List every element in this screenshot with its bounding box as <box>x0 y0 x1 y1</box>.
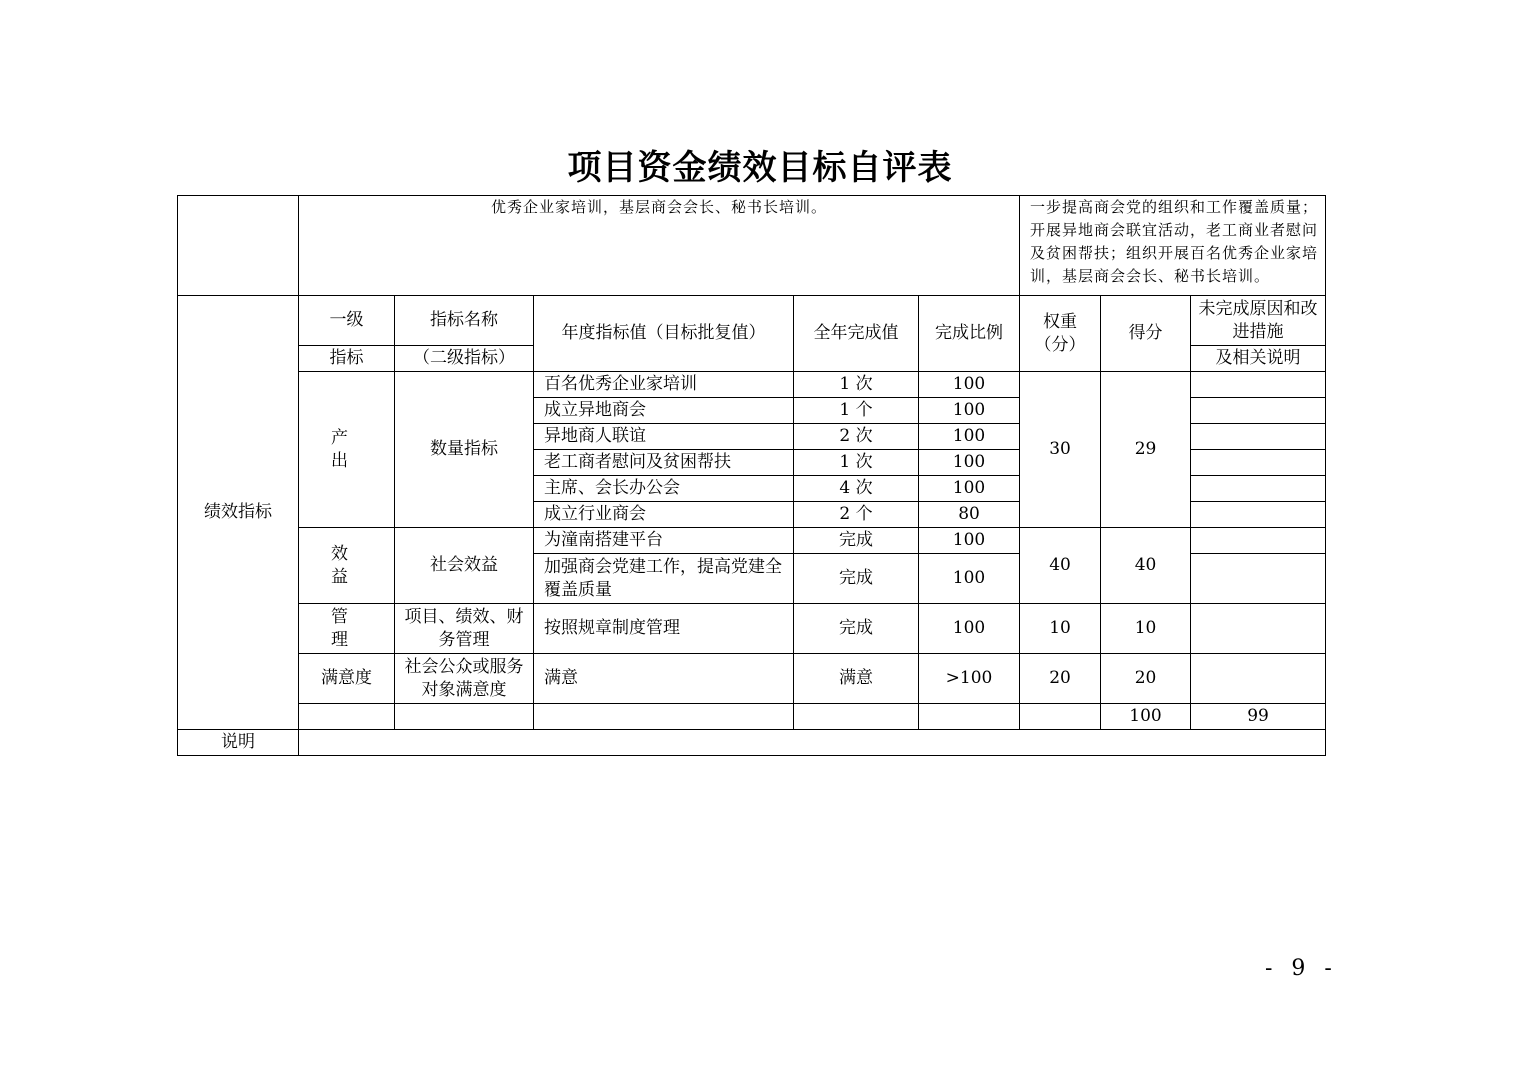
header-weight: 权重（分） <box>1020 296 1101 372</box>
category-management: 管 理 <box>299 604 395 654</box>
category-benefit: 效 益 <box>299 528 395 604</box>
header-full-year: 全年完成值 <box>794 296 919 372</box>
note-row <box>178 730 1326 756</box>
note-label: 说明 <box>178 730 299 756</box>
reason-cell <box>1191 424 1326 450</box>
reason-cell <box>1191 554 1326 604</box>
completed-cell: 完成 <box>794 554 919 604</box>
top-continuation-row <box>178 196 1326 296</box>
subcategory-management: 项目、绩效、财务管理 <box>395 604 534 654</box>
note-value <box>299 730 1326 756</box>
top-left-blank-cell <box>178 196 299 296</box>
ratio-cell: 100 <box>919 604 1020 654</box>
score-satisfaction: 20 <box>1101 654 1191 704</box>
section-label: 绩效指标 <box>204 502 272 522</box>
totals-row <box>178 704 1326 730</box>
header-level1-b: 指标 <box>299 346 395 372</box>
header-annual-target: 年度指标值（目标批复值） <box>534 296 794 372</box>
score-management: 10 <box>1101 604 1191 654</box>
table-row <box>178 654 1326 704</box>
table-row <box>178 604 1326 654</box>
totals-blank-cell <box>1020 704 1101 730</box>
totals-blank-cell <box>299 704 395 730</box>
totals-blank-cell <box>534 704 794 730</box>
totals-blank-cell <box>919 704 1020 730</box>
ratio-cell: 100 <box>919 554 1020 604</box>
reason-cell <box>1191 450 1326 476</box>
subcategory-output: 数量指标 <box>395 372 534 528</box>
ratio-cell: 100 <box>919 424 1020 450</box>
header-name-b: （二级指标） <box>395 346 534 372</box>
page-title: 项目资金绩效目标自评表 <box>567 148 953 188</box>
category-output: 产 出 <box>299 372 395 528</box>
ratio-cell: 80 <box>919 502 1020 528</box>
indicator-cell: 按照规章制度管理 <box>534 604 794 654</box>
header-level1-a: 一级 <box>299 296 395 346</box>
category-satisfaction: 满意度 <box>299 654 395 704</box>
page-number: - 9 - <box>1265 956 1338 981</box>
completed-cell: 1 次 <box>794 372 919 398</box>
completed-cell: 2 个 <box>794 502 919 528</box>
weight-management: 10 <box>1020 604 1101 654</box>
top-right-cell <box>1020 196 1326 296</box>
score-output: 29 <box>1101 372 1191 528</box>
weight-benefit: 40 <box>1020 528 1101 604</box>
header-reason-a: 未完成原因和改进措施 <box>1191 296 1326 346</box>
indicator-cell: 加强商会党建工作，提高党建全覆盖质量 <box>534 554 794 604</box>
indicator-cell: 主席、会长办公会 <box>534 476 794 502</box>
reason-cell <box>1191 372 1326 398</box>
completed-cell: 4 次 <box>794 476 919 502</box>
total-score: 99 <box>1191 704 1326 730</box>
subcategory-satisfaction: 社会公众或服务对象满意度 <box>395 654 534 704</box>
completed-cell: 满意 <box>794 654 919 704</box>
total-weight: 100 <box>1101 704 1191 730</box>
score-benefit: 40 <box>1101 528 1191 604</box>
top-middle-cell <box>299 196 1020 296</box>
completed-cell: 完成 <box>794 604 919 654</box>
ratio-cell: 100 <box>919 528 1020 554</box>
totals-blank-cell <box>395 704 534 730</box>
indicator-cell: 百名优秀企业家培训 <box>534 372 794 398</box>
header-score: 得分 <box>1101 296 1191 372</box>
reason-cell <box>1191 604 1326 654</box>
completed-cell: 完成 <box>794 528 919 554</box>
table-row <box>178 372 1326 398</box>
reason-cell <box>1191 654 1326 704</box>
section-label-cell <box>178 296 299 730</box>
reason-cell <box>1191 476 1326 502</box>
header-reason-b: 及相关说明 <box>1191 346 1326 372</box>
indicator-cell: 成立异地商会 <box>534 398 794 424</box>
weight-satisfaction: 20 <box>1020 654 1101 704</box>
reason-cell <box>1191 398 1326 424</box>
ratio-cell: 100 <box>919 372 1020 398</box>
performance-table <box>177 195 1326 756</box>
totals-blank-cell <box>794 704 919 730</box>
indicator-cell: 成立行业商会 <box>534 502 794 528</box>
header-name-a: 指标名称 <box>395 296 534 346</box>
top-right-text: 一步提高商会党的组织和工作覆盖质量；开展异地商会联宜活动，老工商业者慰问及贫困帮扶；组织开展百名优秀企业家培训，基层商会会长、秘书长培训。 <box>1030 198 1319 285</box>
ratio-cell: 100 <box>919 450 1020 476</box>
completed-cell: 2 次 <box>794 424 919 450</box>
ratio-cell: 100 <box>919 476 1020 502</box>
reason-cell <box>1191 528 1326 554</box>
indicator-cell: 老工商者慰问及贫困帮扶 <box>534 450 794 476</box>
ratio-cell: >100 <box>919 654 1020 704</box>
indicator-cell: 异地商人联谊 <box>534 424 794 450</box>
reason-cell <box>1191 502 1326 528</box>
table-row <box>178 528 1326 554</box>
completed-cell: 1 个 <box>794 398 919 424</box>
subcategory-benefit: 社会效益 <box>395 528 534 604</box>
indicator-cell: 满意 <box>534 654 794 704</box>
header-row-1 <box>178 296 1326 346</box>
weight-output: 30 <box>1020 372 1101 528</box>
top-middle-text: 优秀企业家培训，基层商会会长、秘书长培训。 <box>491 198 828 216</box>
indicator-cell: 为潼南搭建平台 <box>534 528 794 554</box>
completed-cell: 1 次 <box>794 450 919 476</box>
header-ratio: 完成比例 <box>919 296 1020 372</box>
ratio-cell: 100 <box>919 398 1020 424</box>
